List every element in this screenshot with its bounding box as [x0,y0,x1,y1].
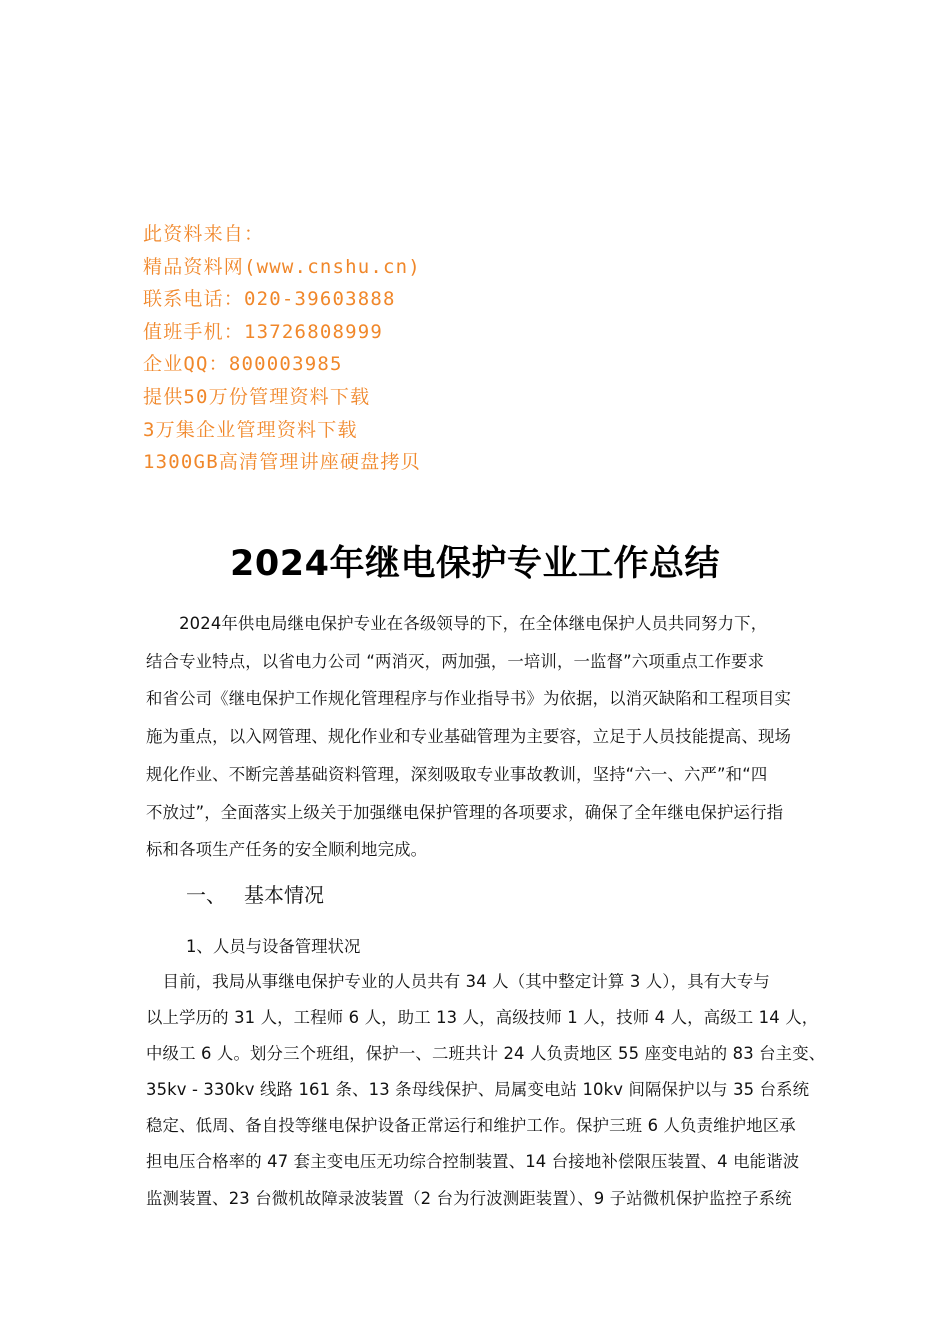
paragraph-line: 施为重点，以入网管理、规化作业和专业基础管理为主要容，立足于人员技能提高、现场 [146,727,792,747]
section-number: 一、 [186,883,226,907]
paragraph-line: 稳定、低周、备自投等继电保护设备正常运行和维护工作。保护三班 6 人负责维护地区承 [146,1116,796,1136]
document-title: 2024年继电保护专业工作总结 [230,544,720,584]
paragraph-line: 中级工 6 人。划分三个班组，保护一、二班共计 24 人负责地区 55 座变电站的 83 台主变、 [146,1044,826,1064]
paragraph-line: 标和各项生产任务的安全顺利地完成。 [146,840,428,860]
paragraph-line: 以上学历的 31 人，工程师 6 人，助工 13 人，高级技师 1 人，技师 4 人，高级工 14 人， [146,1008,819,1028]
intro-paragraph [146,605,814,869]
mobile-line: 值班手机：13726808999 [143,320,384,343]
paragraph-line: 目前，我局从事继电保护专业的人员共有 34 人（其中整定计算 3 人），具有大专与 [146,972,770,991]
qq-line: 企业QQ：800003985 [143,353,343,376]
website-line: 精品资料网(www.cnshu.cn) [143,255,421,278]
paragraph-line: 2024年供电局继电保护专业在各级领导的下，在全体继电保护人员共同努力下， [146,614,768,633]
staff-equipment-paragraph [146,964,826,1217]
paragraph-line: 监测装置、23 台微机故障录波装置（2 台为行波测距装置）、9 子站微机保护监控子系统 [146,1188,792,1208]
source-line: 此资料来自： [143,223,265,245]
source-info-block [143,218,703,479]
section-heading [186,877,324,913]
subsection-heading: 1、人员与设备管理状况 [186,937,361,956]
section-title: 基本情况 [244,883,324,907]
paragraph-line: 规化作业、不断完善基础资料管理，深刻吸取专业事故教训，坚持“六一、六严”和“四 [146,764,768,784]
paragraph-line: 结合专业特点，以省电力公司 “两消灭，两加强，一培训，一监督”六项重点工作要求 [146,651,765,671]
paragraph-line: 担电压合格率的 47 套主变电压无功综合控制装置、14 台接地补偿限压装置、4 电能谐波 [146,1152,800,1172]
offer-line-3: 1300GB高清管理讲座硬盘拷贝 [143,451,421,474]
paragraph-line: 不放过”，全面落实上级关于加强继电保护管理的各项要求，确保了全年继电保护运行指 [146,802,784,822]
paragraph-line: 和省公司《继电保护工作规化管理程序与作业指导书》为依据，以消灭缺陷和工程项目实 [146,689,792,709]
paragraph-line: 35kv - 330kv 线路 161 条、13 条母线保护、局属变电站 10kv 间隔保护以与 35 台系统 [146,1080,810,1100]
offer-line-2: 3万集企业管理资料下载 [143,418,358,441]
phone-line: 联系电话：020-39603888 [143,288,396,311]
offer-line-1: 提供50万份管理资料下载 [143,385,371,408]
